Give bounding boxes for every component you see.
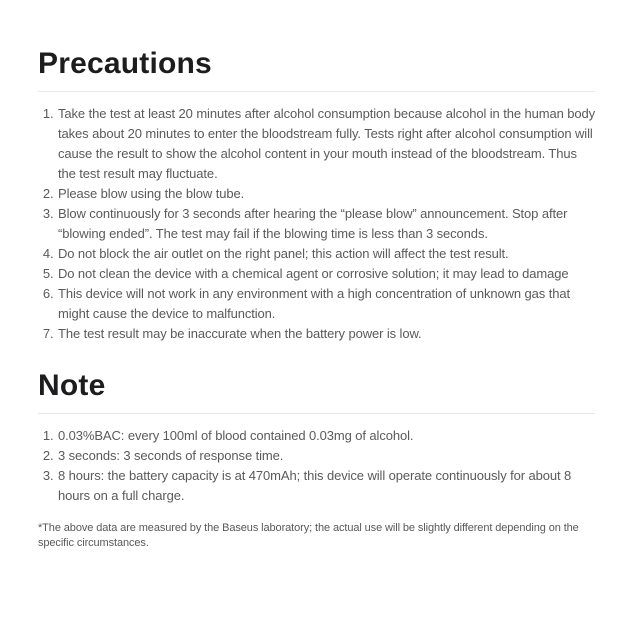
note-list (38, 426, 597, 506)
note-divider (38, 413, 595, 414)
precaution-item: 7. The test result may be inaccurate when the battery power is low. (57, 324, 597, 344)
precaution-item: 5. Do not clean the device with a chemical agent or corrosive solution; it may lead to damage (57, 264, 597, 284)
section-precautions (38, 46, 597, 344)
precaution-item: 6. This device will not work in any environment with a high concentration of unknown gas that might cause the device to malfunction. (57, 284, 597, 324)
note-item: 3. 8 hours: the battery capacity is at 470mAh; this device will operate continuously for about 8 hours on a full charge. (57, 466, 597, 506)
note-item: 2. 3 seconds: 3 seconds of response time. (57, 446, 597, 466)
precaution-item: 1. Take the test at least 20 minutes after alcohol consumption because alcohol in the human body takes about 20 minutes to enter the bloodstream fully. Tests right after alcohol consumption will cause the result to show the alcohol content in your mouth instead of the bloodstream. Thus the test result may fluctuate. (57, 104, 597, 184)
footnote: *The above data are measured by the Baseus laboratory; the actual use will be slightly different depending on the specific circumstances. (38, 522, 579, 549)
precaution-item: 2. Please blow using the blow tube. (57, 184, 597, 204)
precaution-item: 4. Do not block the air outlet on the right panel; this action will affect the test result. (57, 244, 597, 264)
note-title: Note (38, 369, 106, 402)
precautions-list (38, 104, 597, 344)
section-note (38, 368, 597, 506)
precautions-title: Precautions (38, 47, 212, 80)
precaution-item: 3. Blow continuously for 3 seconds after hearing the “please blow” announcement. Stop after “blowing ended”. The test may fail if the blowing time is less than 3 seconds. (57, 204, 597, 244)
precautions-divider (38, 91, 595, 92)
note-item: 1. 0.03%BAC: every 100ml of blood contained 0.03mg of alcohol. (57, 426, 597, 446)
